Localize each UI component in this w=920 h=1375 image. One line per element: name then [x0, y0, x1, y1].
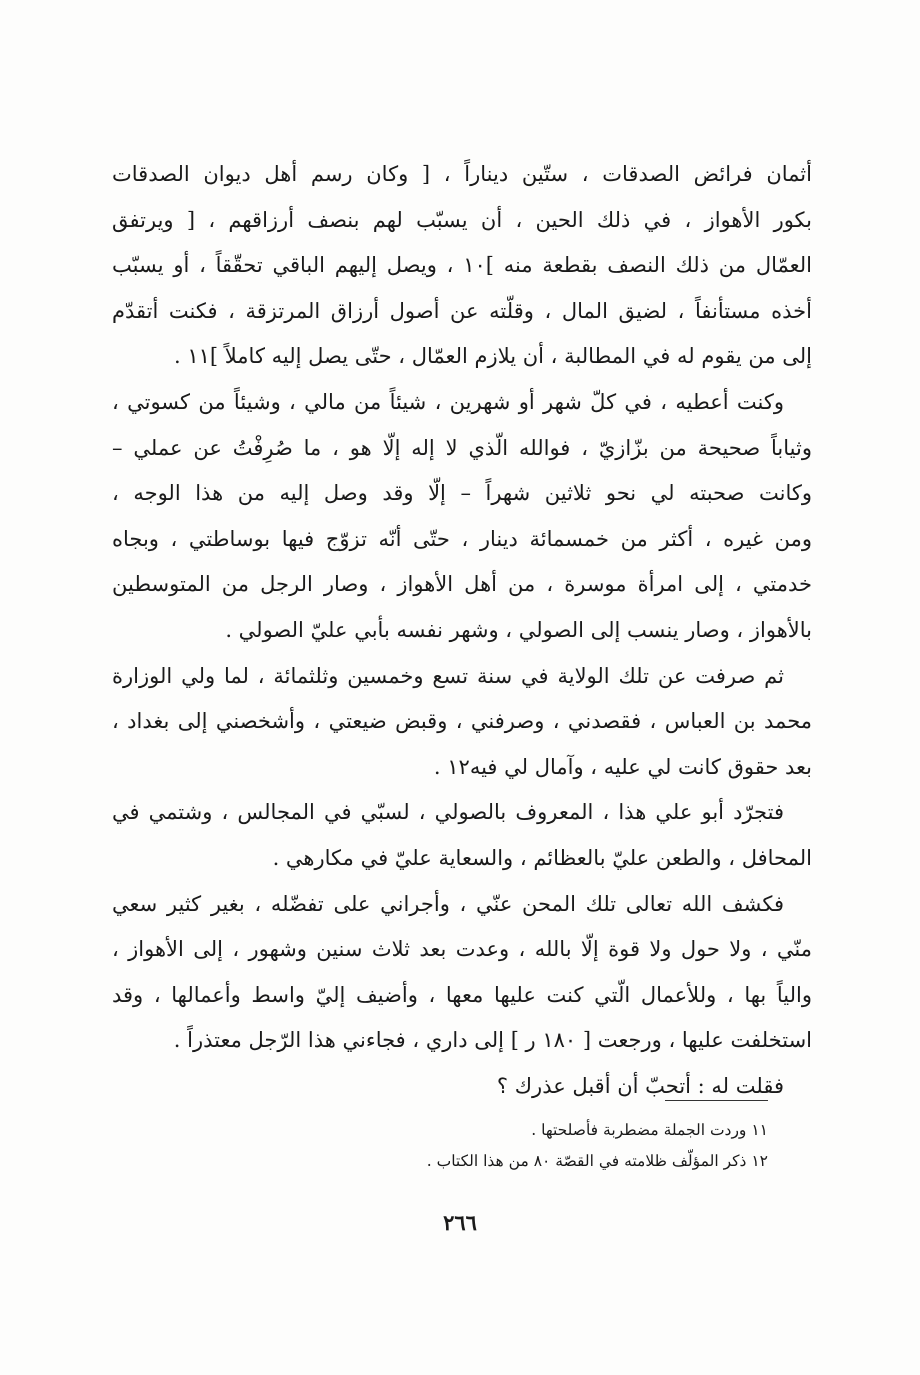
text-line: وكانت صحبته لي نحو ثلاثين شهراً – إلّا وقد وصل إليه من هذا الوجه ،: [112, 481, 812, 506]
text-line: أثمان فرائض الصدقات ، ستّين ديناراً ، [ وكان رسم أهل ديوان الصدقات: [112, 162, 812, 186]
text-line: إلى من يقوم له في المطالبة ، أن يلازم العمّال ، حتّى يصل إليه كاملاً ]١١ .: [173, 344, 812, 369]
footnotes: [300, 1115, 768, 1177]
paragraph: [112, 790, 812, 881]
footnote: ١١ وردت الجملة مضطربة فأصلحتها .: [531, 1121, 768, 1139]
text-line: بالأهواز ، وصار ينسب إلى الصولي ، وشهر نفسه بأبي عليّ الصولي .: [225, 617, 812, 642]
text-line: بكور الأهواز ، في ذلك الحين ، أن يسبّب لهم بنصف أرزاقهم ، [ ويرتفق: [112, 207, 812, 232]
text-line: أخذه مستأنفاً ، لضيق المال ، وقلّته عن أصول أرزاق المرتزقة ، فكنت أتقدّم: [112, 298, 812, 323]
text-line: فكشف الله تعالى تلك المحن عنّي ، وأجراني على تفضّله ، بغير كثير سعي: [112, 891, 784, 916]
paragraph: [112, 654, 812, 791]
text-line: فتجرّد أبو علي هذا ، المعروف بالصولي ، لسبّي في المجالس ، وشتمي في: [112, 800, 784, 825]
text-line: خدمتي ، إلى امرأة موسرة ، من أهل الأهواز ، وصار الرجل من المتوسطين: [112, 572, 812, 597]
footnote-divider: [665, 1100, 768, 1101]
text-line: وكنت أعطيه ، في كلّ شهر أو شهرين ، شيئاً من مالي ، وشيئاً من كسوتي ،: [112, 389, 784, 414]
text-line: فقلت له : أتحبّ أن أقبل عذرك ؟: [496, 1073, 784, 1098]
text-line: والياً بها ، وللأعمال الّتي كنت عليها معها ، وأضيف إليّ واسط وأعمالها ، وقد: [112, 982, 812, 1007]
text-line: العمّال من ذلك النصف بقطعة منه ]١٠ ، ويصل إليهم الباقي تحقّقاً ، أو يسبّب: [112, 253, 812, 278]
paragraph: [112, 152, 812, 380]
text-line: المحافل ، والطعن عليّ بالعظائم ، والسعاية عليّ في مكارهي .: [272, 845, 812, 870]
text-line: ومن غيره ، أكثر من خمسمائة دينار ، حتّى أنّه تزوّج فيها بوساطتي ، وبجاه: [112, 526, 812, 551]
text-line: ثم صرفت عن تلك الولاية في سنة تسع وخمسين وثلثمائة ، لما ولي الوزارة: [112, 663, 784, 688]
paragraph: [112, 882, 812, 1064]
text-line: وثياباً صحيحة من بزّازيّ ، فوالله الّذي لا إله إلّا هو ، ما صُرِفْتُ عن عملي –: [112, 435, 812, 460]
page-number: ٢٦٦: [443, 1210, 477, 1235]
text-line: استخلفت عليها ، ورجعت [ ١٨٠ ر ] إلى داري ، فجاءني هذا الرّجل معتذراً .: [173, 1028, 812, 1053]
text-line: منّي ، ولا حول ولا قوة إلّا بالله ، وعدت بعد ثلاث سنين وشهور ، إلى الأهواز ،: [112, 937, 812, 962]
text-line: محمد بن العباس ، فقصدني ، وصرفني ، وقبض ضيعتي ، وأشخصني إلى بغداد ،: [112, 709, 812, 734]
paragraph: [112, 1064, 812, 1110]
footnote: ١٢ ذكر المؤلّف ظلامته في القصّة ٨٠ من هذا الكتاب .: [426, 1152, 768, 1170]
text-line: بعد حقوق كانت لي عليه ، وآمال لي فيه١٢ .: [433, 754, 812, 779]
main-text: [112, 152, 812, 1109]
paragraph: [112, 380, 812, 654]
